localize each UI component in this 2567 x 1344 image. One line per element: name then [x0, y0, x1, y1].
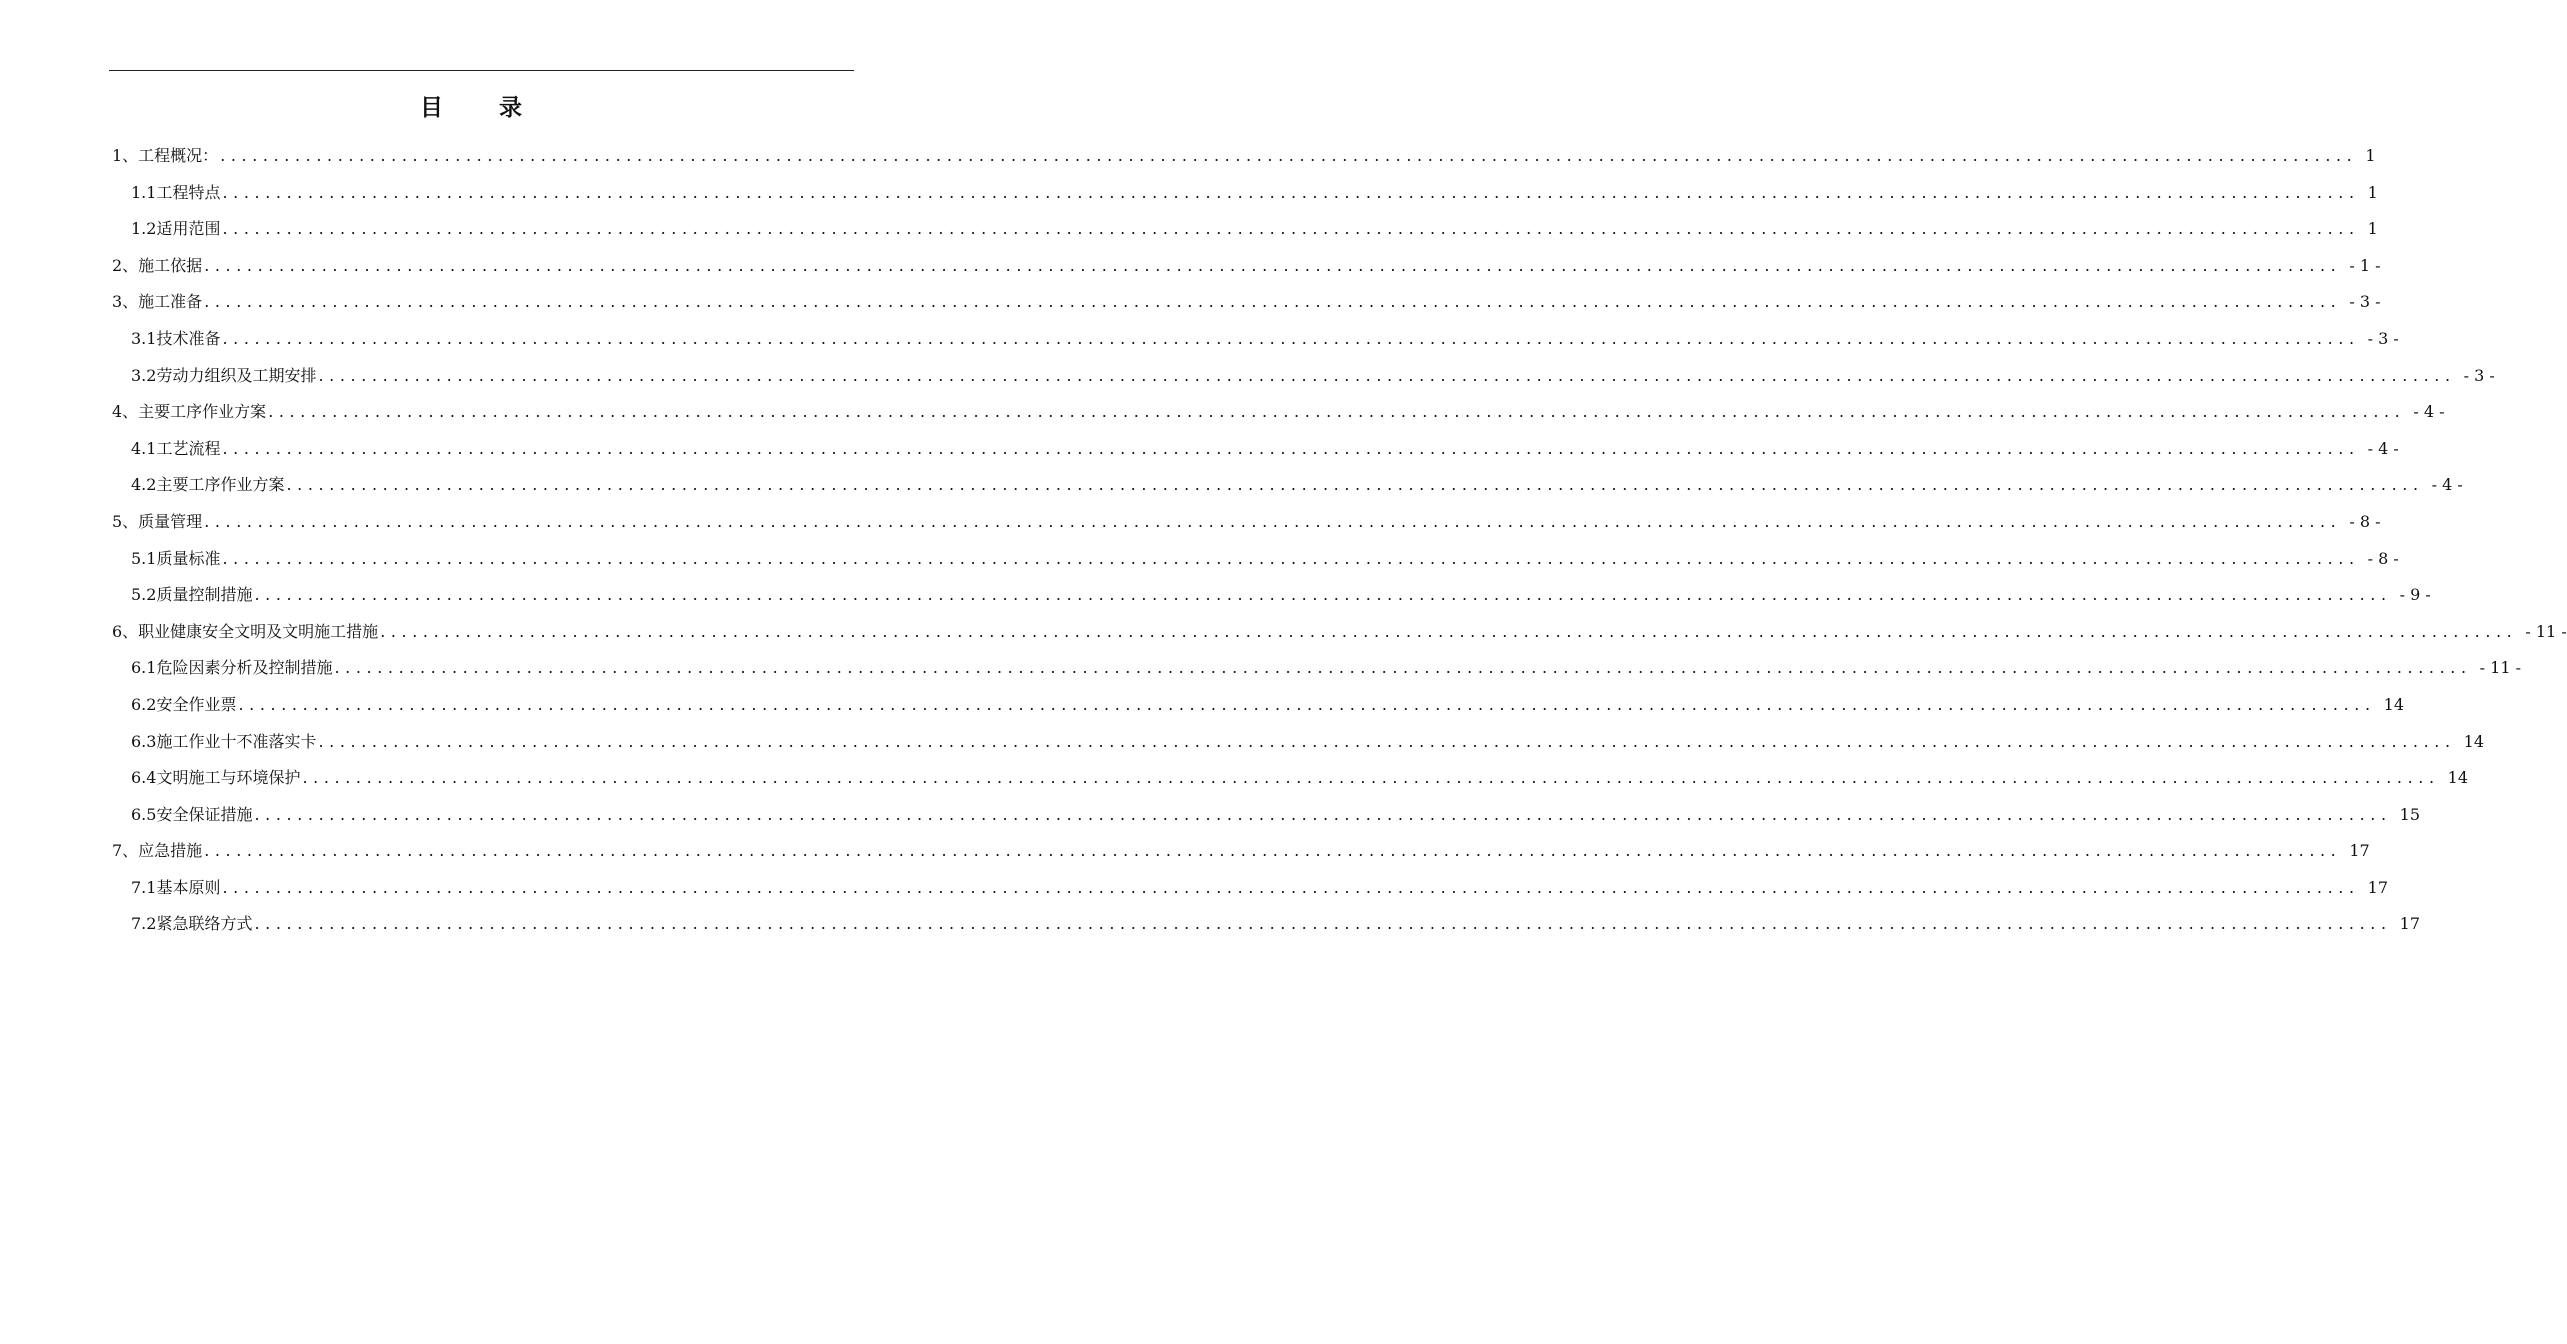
- toc-entry-page: 17: [2399, 914, 2420, 934]
- toc-title: 目 录: [419, 94, 546, 121]
- toc-entry-page: 14: [2383, 694, 2404, 714]
- toc-entry[interactable]: [112, 287, 2381, 324]
- toc-entry-label: 7.2紧急联络方式: [131, 914, 253, 934]
- toc-leader-dots: ........................................................................................................................................................................................................: [268, 402, 2406, 422]
- toc-entry-page: 1: [2365, 146, 2376, 165]
- toc-entry-label: 6.3施工作业十不准落实卡: [131, 731, 317, 751]
- toc-leader-dots: ........................................................................................................................................................................................................: [238, 694, 2376, 714]
- toc-entry[interactable]: [112, 653, 2521, 690]
- toc-entry[interactable]: [112, 178, 2378, 215]
- toc-entry-page: - 8 -: [2367, 548, 2399, 568]
- toc-leader-dots: ........................................................................................................................................................................................................: [254, 914, 2392, 934]
- toc-leader-dots: ........................................................................................................................................................................................................: [222, 328, 2360, 348]
- toc-entry[interactable]: [112, 214, 2378, 251]
- toc-entry-page: - 3 -: [2367, 328, 2399, 348]
- toc-leader-dots: ........................................................................................................................................................................................................: [318, 365, 2456, 385]
- toc-entry-page: 17: [2367, 877, 2388, 897]
- toc-leader-dots: ........................................................................................................................................................................................................: [222, 438, 2360, 458]
- toc-entry-label: 7、应急措施: [112, 841, 203, 861]
- toc-entry-label: 6、职业健康安全文明及文明施工措施: [112, 621, 379, 641]
- toc-leader-dots: ........................................................................................................................................................................................................: [204, 511, 2342, 531]
- toc-entry-label: 6.5安全保证措施: [131, 804, 253, 824]
- toc-entry-page: 17: [2349, 841, 2370, 861]
- toc-entry-page: - 11 -: [2525, 621, 2567, 641]
- toc-entry[interactable]: [112, 507, 2381, 544]
- toc-entry[interactable]: [112, 544, 2399, 581]
- toc-entry-label: 4.1工艺流程: [131, 438, 221, 458]
- table-of-contents: [112, 141, 2567, 946]
- toc-entry-label: 7.1基本原则: [131, 877, 221, 897]
- toc-entry-page: - 4 -: [2413, 402, 2445, 422]
- toc-entry-page: 1: [2367, 182, 2378, 202]
- toc-entry-page: - 1 -: [2349, 255, 2381, 275]
- toc-entry-page: - 3 -: [2463, 365, 2495, 385]
- toc-entry[interactable]: [112, 324, 2399, 361]
- toc-leader-dots: ........................................................................................................................................................................................................: [302, 768, 2440, 788]
- toc-entry[interactable]: [112, 141, 2376, 178]
- toc-leader-dots: ........................................................................................................................................................................................................: [380, 621, 2518, 641]
- toc-entry[interactable]: [112, 580, 2431, 617]
- toc-leader-dots: ........................................................................................................................................................................................................: [204, 255, 2342, 275]
- toc-leader-dots: ........................................................................................................................................................................................................: [222, 219, 2360, 239]
- toc-entry-page: 15: [2399, 804, 2420, 824]
- toc-entry-page: - 4 -: [2431, 475, 2463, 495]
- toc-entry-label: 4、主要工序作业方案: [112, 402, 267, 422]
- toc-entry[interactable]: [112, 361, 2495, 398]
- toc-entry-label: 3.1技术准备: [131, 328, 221, 348]
- toc-leader-dots: ........................................................................................................................................................................................................: [204, 292, 2342, 312]
- toc-entry[interactable]: [112, 909, 2420, 946]
- toc-entry-label: 3、施工准备: [112, 292, 203, 312]
- toc-entry[interactable]: [112, 727, 2484, 764]
- toc-entry[interactable]: [112, 690, 2404, 727]
- toc-entry[interactable]: [112, 763, 2468, 800]
- toc-entry[interactable]: [112, 617, 2567, 654]
- toc-leader-dots: ........................................................................................................................................................................................................: [334, 658, 2472, 678]
- toc-entry-page: - 9 -: [2399, 585, 2431, 605]
- toc-entry[interactable]: [112, 470, 2463, 507]
- toc-leader-dots: ........................................................................................................................................................................................................: [222, 548, 2360, 568]
- toc-entry-page: - 8 -: [2349, 511, 2381, 531]
- toc-entry-page: - 3 -: [2349, 292, 2381, 312]
- toc-entry[interactable]: [112, 251, 2381, 288]
- toc-leader-dots: ........................................................................................................................................................................................................: [286, 475, 2424, 495]
- toc-entry-label: 1、工程概况：: [112, 146, 219, 165]
- toc-entry-label: 3.2劳动力组织及工期安排: [131, 365, 317, 385]
- toc-leader-dots: ........................................................................................................................................................................................................: [220, 146, 2358, 165]
- toc-entry-label: 5.2质量控制措施: [131, 585, 253, 605]
- toc-entry-label: 2、施工依据: [112, 255, 203, 275]
- toc-entry[interactable]: [112, 800, 2420, 837]
- toc-leader-dots: ........................................................................................................................................................................................................: [222, 182, 2360, 202]
- toc-entry[interactable]: [112, 836, 2370, 873]
- toc-entry-label: 6.4文明施工与环境保护: [131, 768, 301, 788]
- toc-entry-page: - 11 -: [2479, 658, 2521, 678]
- toc-entry[interactable]: [112, 873, 2388, 910]
- toc-entry-label: 1.1工程特点: [131, 182, 221, 202]
- toc-entry-page: 14: [2463, 731, 2484, 751]
- toc-leader-dots: ........................................................................................................................................................................................................: [204, 841, 2342, 861]
- toc-entry-label: 6.2安全作业票: [131, 694, 237, 714]
- toc-entry-page: 14: [2447, 768, 2468, 788]
- toc-entry-page: 1: [2367, 219, 2378, 239]
- toc-leader-dots: ........................................................................................................................................................................................................: [254, 804, 2392, 824]
- toc-entry[interactable]: [112, 434, 2399, 471]
- toc-entry-label: 6.1危险因素分析及控制措施: [131, 658, 333, 678]
- toc-entry-label: 5.1质量标准: [131, 548, 221, 568]
- toc-entry-page: - 4 -: [2367, 438, 2399, 458]
- toc-leader-dots: ........................................................................................................................................................................................................: [318, 731, 2456, 751]
- toc-entry-label: 5、质量管理: [112, 511, 203, 531]
- toc-leader-dots: ........................................................................................................................................................................................................: [254, 585, 2392, 605]
- toc-entry[interactable]: [112, 397, 2445, 434]
- toc-entry-label: 4.2主要工序作业方案: [131, 475, 285, 495]
- toc-entry-label: 1.2适用范围: [131, 219, 221, 239]
- header-rule: [109, 70, 854, 71]
- toc-leader-dots: ........................................................................................................................................................................................................: [222, 877, 2360, 897]
